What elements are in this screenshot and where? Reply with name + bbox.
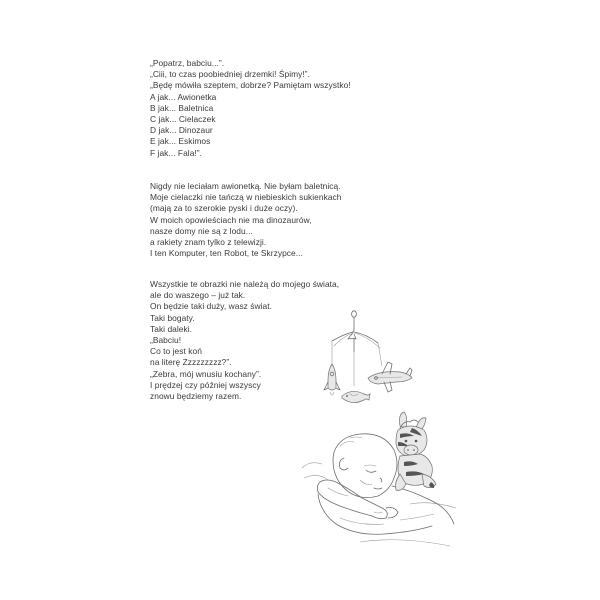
text-line: (mają za to szerokie pyski i duże oczy). [150,203,298,214]
text-line: B jak... Baletnica [150,102,214,113]
text-line: A jak... Awionetka [150,91,217,102]
baby-head-icon [333,434,397,498]
text-line: „Babciu! [150,335,182,346]
text-line: Wszystkie te obrazki nie należą do mojego świata, [150,279,340,289]
mobile-hook-icon [352,311,357,334]
plush-zebra-icon [396,412,437,490]
text-line: „Ciii, to czas poobiedniej drzemki! Śpimy!”. [150,69,310,80]
text-line: na literę Zzzzzzzzz?”. [150,357,232,368]
text-line: a rakiety znam tylko z telewizji. [150,237,267,248]
baby-arm-icon [317,480,398,519]
text-line: „Popatrz, babciu...”. [150,58,225,68]
text-line: I ten Komputer, ten Robot, te Skrzypce... [150,248,303,259]
airplane-icon [368,343,412,392]
text-line: Moje cielaczki nie tańczą w niebieskich sukienkach [150,192,342,203]
text-line: znowu będziemy razem. [150,391,242,402]
text-line: E jak... Eskimos [150,136,211,147]
stanza-2 [150,181,400,259]
text-line: Nigdy nie leciałam awionetką. Nie byłam baletnicą. [150,181,341,191]
text-line: C jak... Cielaczek [150,114,216,125]
text-line: On będzie taki duży, wasz świat. [150,301,273,312]
text-line: F jak... Fala!”. [150,147,202,158]
text-line: Co to jest koń [150,346,202,357]
text-line: nasze domy nie są z lodu... [150,225,253,236]
crib-mobile-illustration [322,308,414,416]
stanza-1 [150,58,400,159]
blanket-lines-icon [302,463,456,546]
text-line: Taki daleki. [150,323,193,334]
text-line: D jak... Dinozaur [150,125,213,136]
text-line: Taki bogaty. [150,312,195,323]
text-line: „Będę mówiła szeptem, dobrze? Pamiętam wszystko! [150,80,351,91]
rocket-icon [324,341,340,395]
text-line: W moich opowieściach nie ma dinozaurów, [150,214,312,225]
mobile-arms-icon [332,332,380,352]
fish-icon [342,352,370,403]
text-line: „Zebra, mój wnusiu kochany”. [150,368,262,379]
text-line: ale do waszego – już tak. [150,290,246,301]
text-line: I prędzej czy później wszyscy [150,379,261,390]
sleeping-baby-illustration [300,408,460,550]
